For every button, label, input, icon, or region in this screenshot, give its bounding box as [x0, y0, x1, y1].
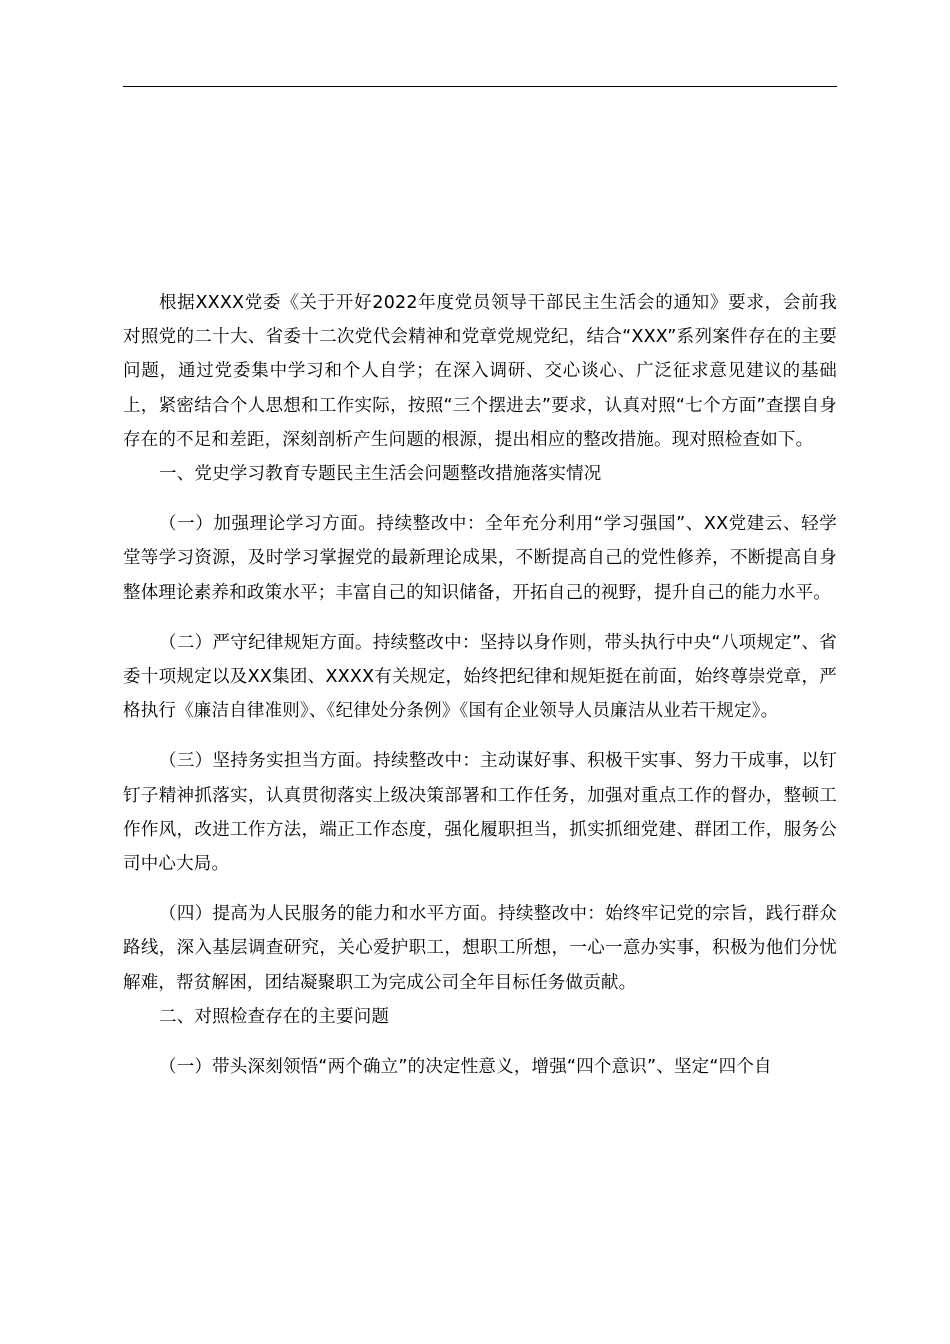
- section-2-heading: 二、对照检查存在的主要问题: [159, 1006, 390, 1027]
- section-1-item-2: （二）严守纪律规矩方面。持续整改中：坚持以身作则，带头执行中央“八项规定”、省委十项规定以及XX集团、XXXX有关规定，始终把纪律和规矩挺在前面，始终尊崇党章，严格执行《廉洁自律准则》、《纪律处分条例》《国有企业领导人员廉洁从业若干规定》。: [123, 632, 837, 722]
- section-1-heading: 一、党史学习教育专题民主生活会问题整改措施落实情况: [159, 464, 602, 485]
- intro-paragraph: 根据XXXX党委《关于开好2022年度党员领导干部民主生活会的通知》要求，会前我对照党的二十大、省委十二次党代会精神和党章党规党纪，结合“XXX”系列案件存在的主要问题，通过党委集中学习和个人自学；在深入调研、交心谈心、广泛征求意见建议的基础上，紧密结合个人思想和工作实际，按照“三个摆进去”要求，认真对照“七个方面”查摆自身存在的不足和差距，深刻剖析产生问题的根源，提出相应的整改措施。现对照检查如下。: [123, 293, 837, 450]
- section-1-item-1: （一）加强理论学习方面。持续整改中：全年充分利用“学习强国”、XX党建云、轻学堂等学习资源，及时学习掌握党的最新理论成果，不断提高自己的党性修养，不断提高自身整体理论素养和政策水平；丰富自己的知识储备，开拓自己的视野，提升自己的能力水平。: [123, 514, 837, 603]
- section-1-item-4: （四）提高为人民服务的能力和水平方面。持续整改中：始终牢记党的宗旨，践行群众路线，深入基层调查研究，关心爱护职工，想职工所想，一心一意办实事，积极为他们分忧解难，帮贫解困，团结凝聚职工为完成公司全年目标任务做贡献。: [123, 904, 837, 993]
- section-2-item-1: （一）带头深刻领悟“两个确立”的决定性意义，增强“四个意识”、坚定“四个自: [159, 1057, 772, 1078]
- header-rule: [123, 86, 837, 87]
- section-1-item-3: （三）坚持务实担当方面。持续整改中：主动谋好事、积极干实事、努力干成事，以钉钉子精神抓落实，认真贯彻落实上级决策部署和工作任务，加强对重点工作的督办，整顿工作作风，改进工作方法，端正工作态度，强化履职担当，抓实抓细党建、群团工作，服务公司中心大局。: [123, 751, 837, 875]
- document-body: [123, 286, 837, 1084]
